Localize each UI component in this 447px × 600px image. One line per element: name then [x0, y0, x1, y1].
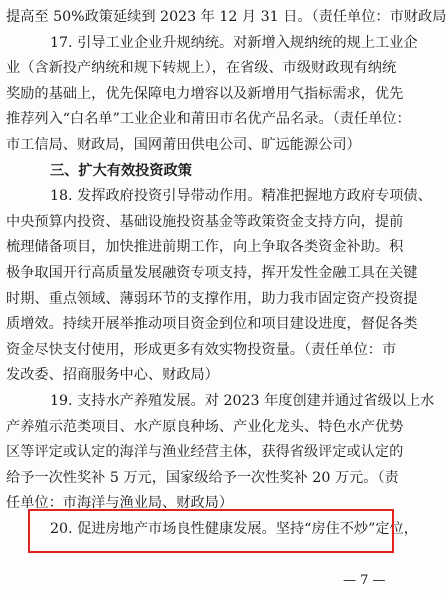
paragraph-line-14: 资金尽快支付使用，形成更多有效实物投资量。（责任单位：市 [6, 341, 397, 358]
page-number: — 7 — [343, 573, 386, 588]
paragraph-line-19: 给予一次性奖补 5 万元，国家级给予一次性奖补 20 万元。（责 [6, 469, 399, 486]
paragraph-line-1: 提高至 50%政策延续到 2023 年 12 月 31 日。（责任单位：市财政局 [6, 9, 447, 25]
paragraph-line-12: 时期、重点领域、薄弱环节的支撑作用，助力我市固定资产投资提 [6, 290, 418, 307]
paragraph-line-3: 业（含新投产纳统和规下转规上），在省级、市级财政现有纳统 [6, 60, 397, 77]
paragraph-line-6: 市工信局、财政局，国网莆田供电公司、旷远能源公司） [6, 137, 361, 153]
section-heading: 三、扩大有效投资政策 [50, 162, 192, 179]
paragraph-line-15: 发改委、招商服务中心、财政局） [6, 367, 219, 384]
paragraph-line-9: 中央预算内投资、基础设施投资基金等政策资金支持方向，提前 [6, 213, 404, 230]
paragraph-line-2: 17. 引导工业企业升规纳统。对新增入规纳统的规上工业企 [50, 34, 418, 51]
paragraph-line-4: 奖励的基础上，优先保障电力增容以及新增用气指标需求，优先 [6, 85, 404, 102]
paragraph-line-16: 19. 支持水产养殖发展。对 2023 年度创建并通过省级以上水 [50, 393, 435, 409]
paragraph-line-5: 推荐列入“白名单”工业企业和莆田市名优产品名录。（责任单位： [6, 111, 411, 128]
paragraph-line-17: 产养殖示范类项目、水产原良种场、产业化龙头、特色水产优势 [6, 418, 404, 435]
paragraph-line-11: 极争取国开行高质量发展融资专项支持，挥开发性金融工具在关键 [6, 265, 418, 281]
paragraph-line-21: 20. 促进房地产市场良性健康发展。坚持“房住不炒”定位， [50, 521, 418, 537]
paragraph-line-10: 梳理储备项目，加快推进前期工作，向上争取各类资金补助。积 [6, 239, 404, 256]
paragraph-line-18: 区等评定或认定的海洋与渔业经营主体，获得省级评定或认定的 [6, 444, 404, 461]
paragraph-line-13: 质增效。持续开展举推动项目资金到位和项目建设进度，督促各类 [6, 316, 418, 333]
highlight-box [28, 509, 394, 553]
paragraph-line-20: 任单位：市海洋与渔业局、财政局） [6, 495, 234, 512]
paragraph-line-8: 18. 发挥政府投资引导带动作用。精准把握地方政府专项债、 [50, 188, 432, 205]
